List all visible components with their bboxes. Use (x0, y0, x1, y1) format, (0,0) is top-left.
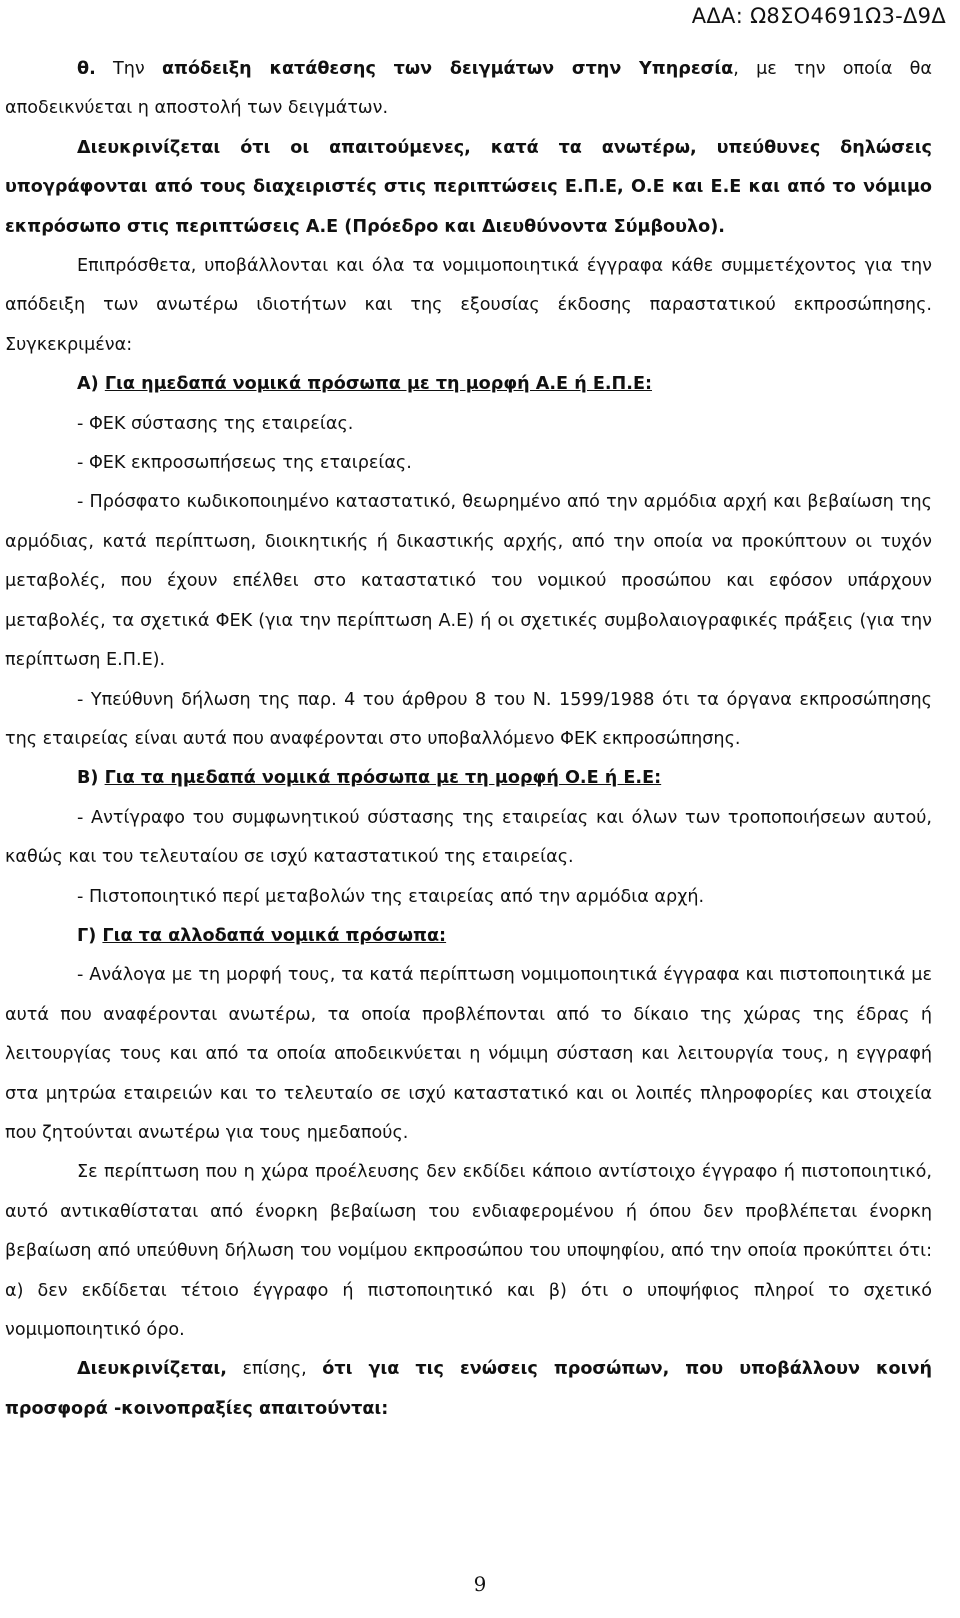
clarification-paragraph (5, 129, 932, 247)
section-c-heading (5, 917, 932, 956)
ada-code: ΑΔΑ: Ω8ΣΟ4691Ω3-Δ9Δ (691, 4, 946, 28)
document-body (5, 50, 932, 1429)
foreign-certificate-paragraph: Σε περίπτωση που η χώρα προέλευσης δεν εκδίδει κάποιο αντίστοιχο έγγραφο ή πιστοποιητικό, αυτό αντικαθίσταται από ένορκη βεβαίωση του ενδιαφερομένου ή όπου δεν προβλέπεται ένορκη βεβαίωση από υπεύθυνη δήλωση του νομίμου εκπροσώπου του υποψηφίου, από την οποία προκύπτει ότι: α) δεν εκδίδεται τέτοιο έγγραφο ή πιστοποιητικό και β) ότι ο υποψήφιος πληροί το σχετικό νομιμοποιητικό όρο. (5, 1162, 932, 1340)
additional-documents-paragraph: Επιπρόσθετα, υποβάλλονται και όλα τα νομιμοποιητικά έγγραφα κάθε συμμετέχοντος για την απόδειξη των ανωτέρω ιδιοτήτων και της εξουσίας έκδοσης παραστατικού εκπροσώπησης. Συγκεκριμένα: (5, 256, 932, 355)
bold-phrase: απόδειξη κατάθεσης των δειγμάτων στην Υπηρεσία (161, 59, 734, 79)
section-label: Γ) (77, 925, 97, 946)
paragraph-theta (5, 50, 932, 129)
section-title: Για τα αλλοδαπά νομικά πρόσωπα: (102, 925, 447, 946)
bold-text: Διευκρινίζεται, (77, 1359, 227, 1380)
bold-text: ότι για τις ενώσεις προσώπων, που υποβάλλουν κοινή προσφορά -κοινοπραξίες απαιτούνται: (5, 1359, 932, 1419)
list-item: - Πιστοποιητικό περί μεταβολών της εταιρείας από την αρμόδια αρχή. (77, 886, 705, 907)
item-label: θ. (77, 59, 96, 79)
section-title: Για τα ημεδαπά νομικά πρόσωπα με τη μορφή Ο.Ε ή Ε.Ε: (104, 768, 662, 789)
list-item: - Αντίγραφο του συμφωνητικού σύστασης της εταιρείας και όλων των τροποποιήσεων αυτού, καθώς και του τελευταίου σε ισχύ καταστατικού της εταιρείας. (5, 807, 932, 868)
text-run: επίσης, (226, 1359, 323, 1380)
section-a-heading (5, 365, 932, 404)
list-item: - Υπεύθυνη δήλωση της παρ. 4 του άρθρου 8 του Ν. 1599/1988 ότι τα όργανα εκπροσώπησης της εταιρείας είναι αυτά που αναφέρονται στο υποβαλλόμενο ΦΕΚ εκπροσώπησης. (5, 689, 932, 749)
page-number: 9 (473, 1572, 487, 1596)
text-run: , με την οποία θα αποδεικνύεται η αποστολή των δειγμάτων. (5, 59, 933, 119)
joint-ventures-paragraph (5, 1350, 932, 1429)
list-item: - ΦΕΚ εκπροσωπήσεως της εταιρείας. (77, 453, 412, 474)
list-item: - ΦΕΚ σύστασης της εταιρείας. (77, 413, 354, 434)
bold-text: Διευκρινίζεται ότι οι απαιτούμενες, κατά τα ανωτέρω, υπεύθυνες δηλώσεις υπογράφονται από τους διαχειριστές στις περιπτώσεις Ε.Π.Ε, Ο.Ε και Ε.Ε και από το νόμιμο εκπρόσωπο στις περιπτώσεις Α.Ε (Πρόεδρο και Διευθύνοντα Σύμβουλο). (5, 137, 932, 237)
section-title: Για ημεδαπά νομικά πρόσωπα με τη μορφή Α.Ε ή Ε.Π.Ε: (104, 374, 653, 395)
list-item: - Πρόσφατο κωδικοποιημένο καταστατικό, θεωρημένο από την αρμόδια αρχή και βεβαίωση της αρμόδιας, κατά περίπτωση, διοικητικής ή δικαστικής αρχής, από την οποία να προκύπτουν οι τυχόν μεταβολές, που έχουν επέλθει στο καταστατικό του νομικού προσώπου και εφόσον υπάρχουν μεταβολές, τα σχετικά ΦΕΚ (για την περίπτωση Α.Ε) ή οι σχετικές συμβολαιογραφικές πράξεις (για την περίπτωση Ε.Π.Ε). (5, 492, 932, 671)
text-run: Την (113, 59, 145, 79)
section-b-heading (5, 759, 932, 798)
list-item: - Ανάλογα με τη μορφή τους, τα κατά περίπτωση νομιμοποιητικά έγγραφα και πιστοποιητικά με αυτά που αναφέρονται ανωτέρω, τα οποία προβλέπονται από το δίκαιο της χώρας της έδρας ή λειτουργίας τους και από τα οποία αποδεικνύεται η νόμιμη σύσταση και λειτουργία τους, η εγγραφή στα μητρώα εταιρειών και το τελευταίο σε ισχύ καταστατικό και οι λοιπές πληροφορίες και στοιχεία που ζητούνται ανωτέρω για τους ημεδαπούς. (5, 965, 932, 1143)
section-label: Β) (77, 768, 99, 789)
section-label: Α) (77, 374, 99, 395)
